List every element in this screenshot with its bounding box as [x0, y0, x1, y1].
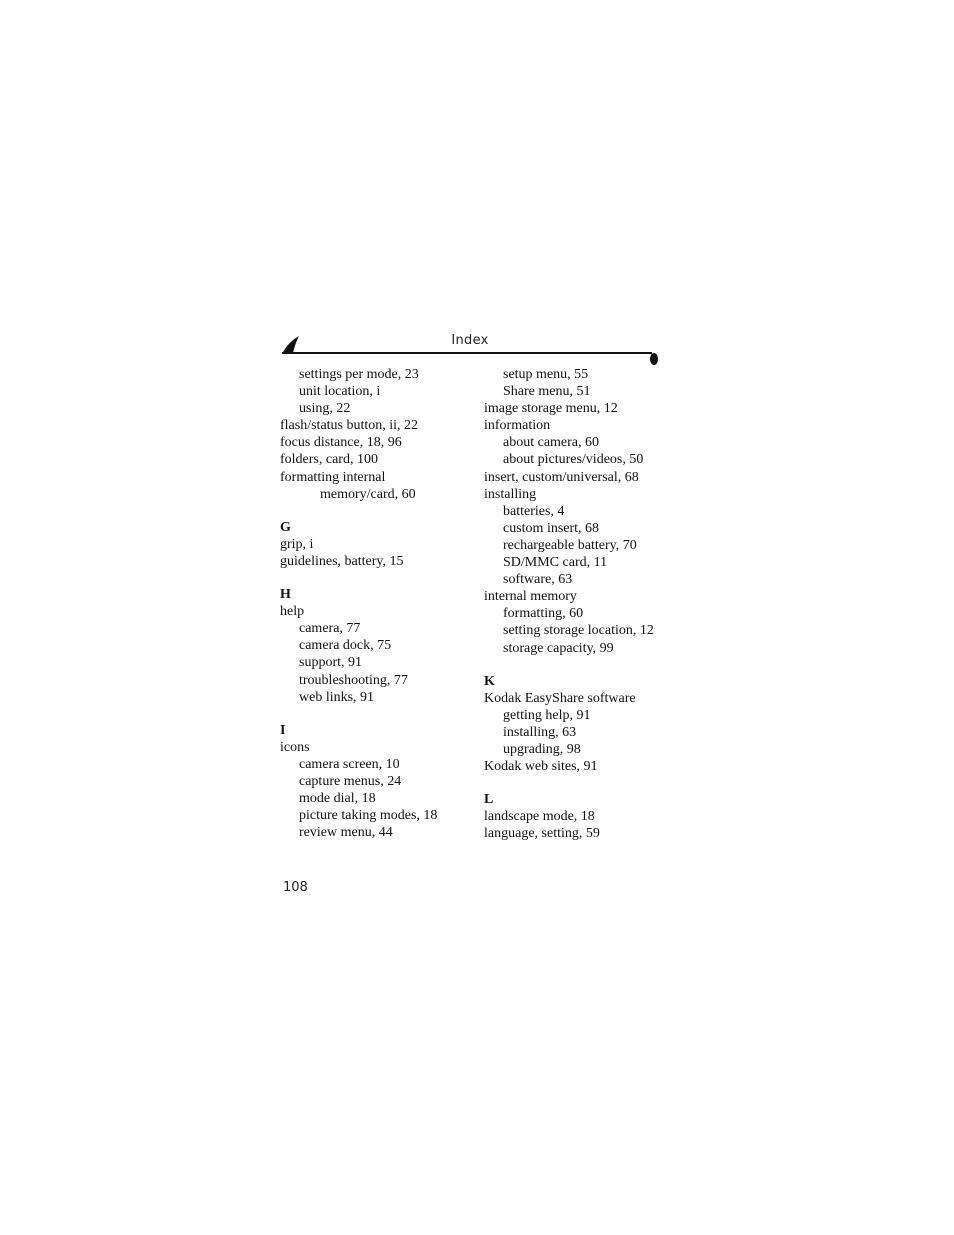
index-subentry: settings per mode, 23: [299, 367, 419, 382]
index-subentry: picture taking modes, 18: [299, 808, 438, 824]
index-subentry: storage capacity, 99: [503, 640, 614, 656]
page-header: [280, 332, 660, 366]
page-number: 108: [283, 880, 308, 895]
index-entry: flash/status button, ii, 22: [280, 418, 419, 434]
section-gap: [484, 775, 684, 791]
header-title: Index: [451, 333, 489, 348]
index-section-letter: I: [280, 722, 286, 738]
index-entry: focus distance, 18, 96: [280, 435, 402, 451]
index-subentry: SD/MMC card, 11: [503, 555, 608, 571]
index-subentry: custom insert, 68: [503, 520, 600, 536]
index-section-letter: G: [280, 519, 291, 535]
index-entry: guidelines, battery, 15: [280, 553, 404, 569]
index-subentry: upgrading, 98: [503, 741, 581, 757]
index-entry: Kodak web sites, 91: [484, 759, 598, 775]
index-entry: insert, custom/universal, 68: [484, 469, 639, 485]
index-entry: formatting internal: [280, 469, 386, 485]
index-entry: internal memory: [484, 589, 577, 605]
index-subentry: about pictures/videos, 50: [503, 452, 644, 468]
index-subentry: about camera, 60: [503, 435, 600, 451]
index-subentry: setup menu, 55: [503, 367, 589, 382]
index-subentry: web links, 91: [299, 689, 375, 705]
index-subentry: using, 22: [299, 401, 351, 417]
index-column-left: [280, 366, 470, 841]
section-gap: [280, 570, 470, 586]
index-subentry: camera dock, 75: [299, 638, 392, 654]
index-entry: grip, i: [280, 536, 314, 552]
index-subentry: troubleshooting, 77: [299, 672, 408, 688]
index-subentry: unit location, i: [299, 384, 381, 400]
section-gap: [280, 706, 470, 722]
index-section-letter: L: [484, 792, 494, 808]
index-subentry: formatting, 60: [503, 606, 584, 622]
index-entry: Kodak EasyShare software: [484, 690, 636, 706]
index-entry: icons: [280, 739, 310, 755]
index-entry: help: [280, 604, 305, 620]
index-entry: folders, card, 100: [280, 452, 378, 468]
index-entry: language, setting, 59: [484, 826, 600, 842]
index-subentry: setting storage location, 12: [503, 623, 654, 639]
index-subentry: mode dial, 18: [299, 791, 376, 807]
index-subentry: memory/card, 60: [320, 486, 416, 502]
index-subentry: software, 63: [503, 572, 573, 588]
index-entry: landscape mode, 18: [484, 809, 595, 825]
index-subentry: support, 91: [299, 655, 362, 671]
index-subentry: installing, 63: [503, 724, 577, 740]
index-subentry: Share menu, 51: [503, 384, 591, 400]
index-subentry: batteries, 4: [503, 503, 565, 519]
section-gap: [280, 503, 470, 519]
index-entry: installing: [484, 486, 537, 502]
index-entry: information: [484, 418, 551, 434]
index-section-letter: H: [280, 587, 291, 603]
section-gap: [484, 657, 684, 673]
index-column-right: [484, 366, 684, 842]
index-subentry: getting help, 91: [503, 707, 591, 723]
index-entry: image storage menu, 12: [484, 401, 618, 417]
index-subentry: camera, 77: [299, 621, 361, 637]
index-subentry: review menu, 44: [299, 825, 393, 841]
index-section-letter: K: [484, 673, 495, 689]
index-subentry: camera screen, 10: [299, 756, 400, 772]
index-subentry: rechargeable battery, 70: [503, 537, 637, 553]
index-subentry: capture menus, 24: [299, 773, 402, 789]
